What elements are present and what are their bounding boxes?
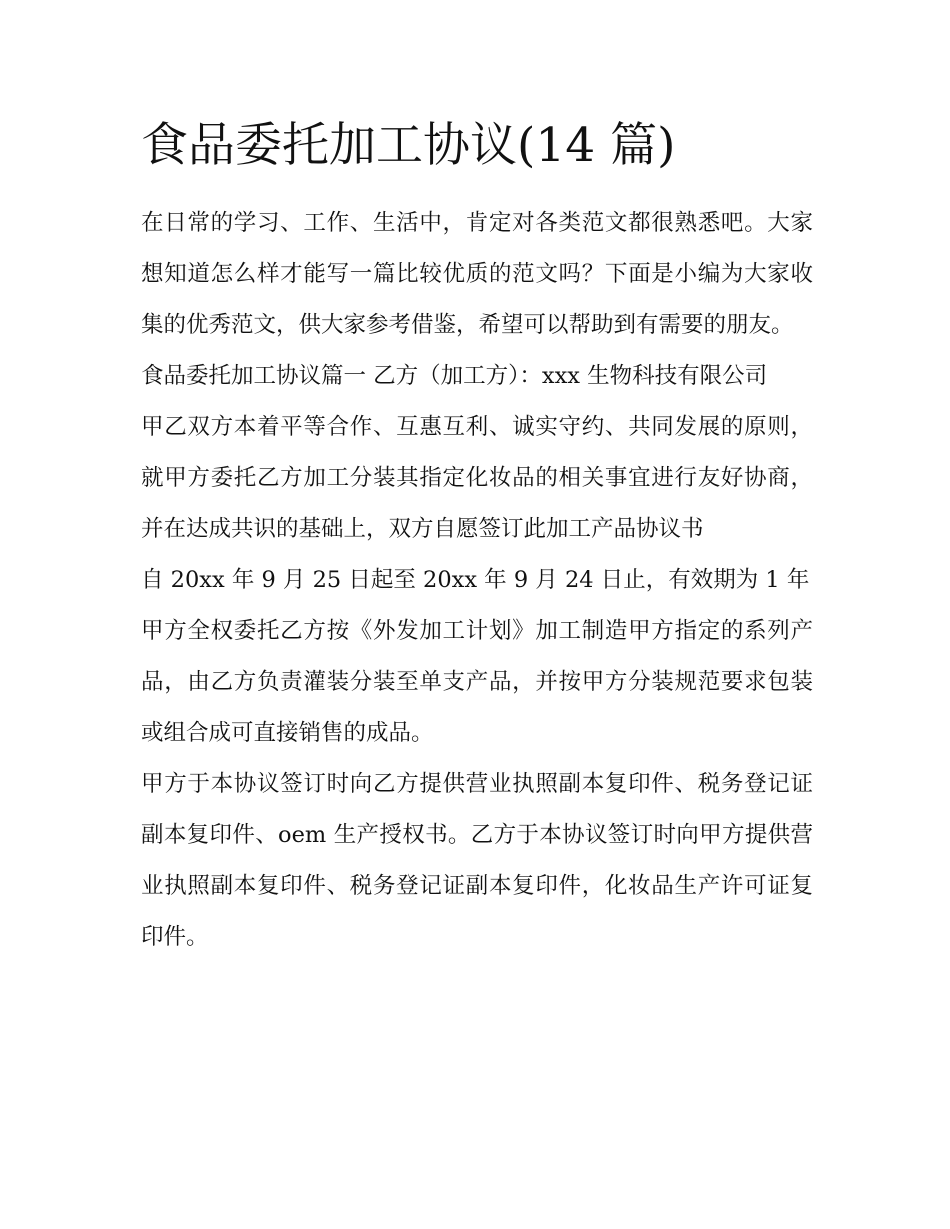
paragraph-documents: 甲方于本协议签订时向乙方提供营业执照副本复印件、税务登记证副本复印件、oem 生产授权书。乙方于本协议签订时向甲方提供营业执照副本复印件、税务登记证副本复印件，化妆品生产许可证复印件。 xyxy=(141,771,813,950)
paragraph-intro: 在日常的学习、工作、生活中，肯定对各类范文都很熟悉吧。大家想知道怎么样才能写一篇比较优质的范文吗？下面是小编为大家收集的优秀范文，供大家参考借鉴，希望可以帮助到有需要的朋友。 xyxy=(141,210,813,338)
document-body xyxy=(141,112,813,963)
document-title: 食品委托加工协议(14 篇) xyxy=(141,118,676,173)
paragraph-party-b: 食品委托加工协议篇一 乙方（加工方）：xxx 生物科技有限公司 xyxy=(141,363,768,389)
paragraph-entrustment: 甲方全权委托乙方按《外发加工计划》加工制造甲方指定的系列产品，由乙方负责灌装分装至单支产品，并按甲方分装规范要求包装或组合成可直接销售的成品。 xyxy=(141,618,813,746)
paragraph-validity: 自 20xx 年 9 月 25 日起至 20xx 年 9 月 24 日止，有效期为 1 年 xyxy=(141,567,810,593)
paragraph-principles: 甲乙双方本着平等合作、互惠互利、诚实守约、共同发展的原则，就甲方委托乙方加工分装其指定化妆品的相关事宜进行友好协商，并在达成共识的基础上，双方自愿签订此加工产品协议书 xyxy=(141,414,813,542)
